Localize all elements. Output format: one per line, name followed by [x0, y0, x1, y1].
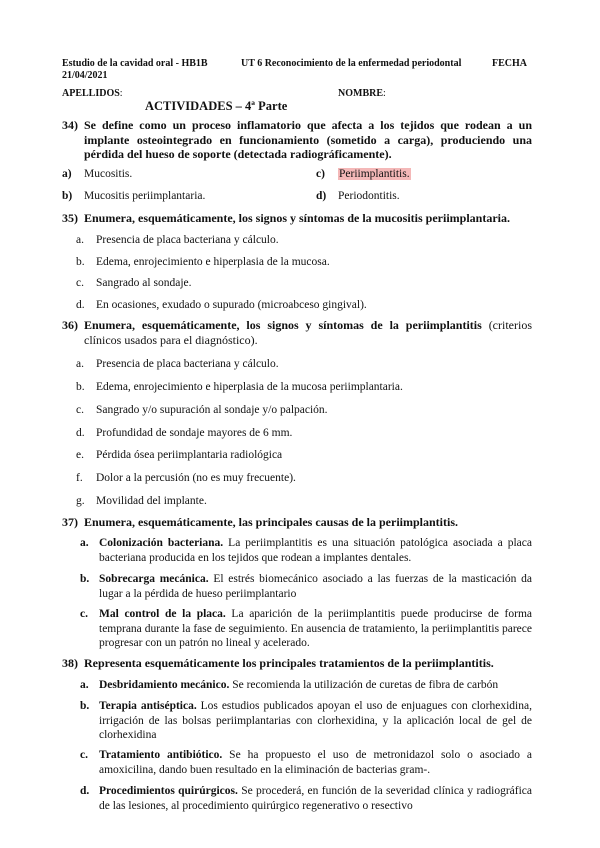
item-marker: b. — [80, 700, 90, 712]
option-a — [62, 168, 132, 180]
item-text: En ocasiones, exudado o supurado (microabceso gingival). — [96, 299, 367, 311]
question-text — [62, 118, 532, 162]
question-text-rest: osteointegrado en funcionamiento (sometido a carga), produciendo una pérdida del hueso de soporte (detectada radiográficamente). — [84, 132, 532, 161]
question-number: 35) — [62, 211, 78, 225]
item-text — [80, 536, 532, 565]
question-text-bold: Enumera, esquemáticamente, los signos y síntomas de la periimplantitis — [84, 318, 482, 332]
surname-field — [62, 88, 123, 99]
question-text — [62, 318, 532, 347]
item-marker: a. — [80, 679, 89, 691]
item-description: Se procederá, en función de la severidad clínica y radiográfica de las lesiones, al procedimiento quirúrgico regenerativo o resectivo — [99, 785, 532, 812]
item-marker: a. — [80, 537, 89, 549]
option-letter: a) — [62, 168, 72, 180]
question-text-line1: Se define como un proceso inflamatorio que afecta a los tejidos que rodean a un implante — [84, 118, 532, 147]
date-value: 21/04/2021 — [62, 70, 108, 81]
item-marker: e. — [76, 449, 84, 461]
option-text: Periodontitis. — [338, 190, 400, 202]
item-description: Los estudios publicados apoyan el uso de enjuagues con clorhexidina, irrigación de las bolsas periimplantarias con clorhexidina, y la aplicación local de gel de clorhexidina — [99, 700, 532, 741]
item-marker: a. — [76, 234, 84, 246]
item-text: Presencia de placa bacteriana y cálculo. — [96, 358, 279, 370]
item-label: Mal control de la placa. — [99, 608, 226, 620]
option-text: Mucositis periimplantaria. — [84, 190, 206, 202]
question-text: Enumera, esquemáticamente, los signos y síntomas de la mucositis periimplantaria. — [84, 211, 510, 225]
item-text: Presencia de placa bacteriana y cálculo. — [96, 234, 279, 246]
cause-item — [80, 607, 532, 651]
item-text: Sangrado al sondaje. — [96, 277, 192, 289]
cause-item — [80, 536, 532, 565]
question-number: 36) — [62, 318, 78, 332]
item-label: Colonización bacteriana. — [99, 537, 224, 549]
item-marker: d. — [76, 427, 85, 439]
treatment-item — [80, 699, 532, 743]
item-marker: f. — [76, 472, 83, 484]
item-marker: c. — [76, 277, 84, 289]
item-text: Dolor a la percusión (no es muy frecuente). — [96, 472, 296, 484]
item-description: Se recomienda la utilización de curetas de fibra de carbón — [229, 679, 499, 691]
item-marker: a. — [76, 358, 84, 370]
item-text: Edema, enrojecimiento e hiperplasia de la mucosa periimplantaria. — [96, 381, 403, 393]
question-38 — [62, 656, 532, 671]
option-d — [316, 190, 400, 202]
question-number: 34) — [62, 118, 78, 132]
question-37 — [62, 515, 532, 530]
item-label: Tratamiento antibiótico. — [99, 749, 223, 761]
treatment-item — [80, 784, 532, 813]
item-description: El estrés biomecánico asociado a las fuerzas de la masticación da lugar a la pérdida de hueso periimplantario — [99, 573, 532, 600]
treatment-item — [80, 678, 532, 693]
question-number: 38) — [62, 656, 78, 670]
item-text — [80, 607, 532, 651]
item-marker: c. — [80, 749, 88, 761]
cause-item — [80, 572, 532, 601]
item-label: Terapia antiséptica. — [99, 700, 197, 712]
item-marker: c. — [76, 404, 84, 416]
surname-colon: : — [119, 88, 123, 99]
item-text: Edema, enrojecimiento e hiperplasia de la mucosa. — [96, 256, 330, 268]
item-marker: b. — [76, 381, 85, 393]
item-text: Profundidad de sondaje mayores de 6 mm. — [96, 427, 293, 439]
item-marker: b. — [76, 256, 85, 268]
option-text: Mucositis. — [84, 168, 133, 180]
item-marker: d. — [76, 299, 85, 311]
question-text: Enumera, esquemáticamente, las principales causas de la periimplantitis. — [84, 515, 458, 529]
page-title: ACTIVIDADES – 4ª Parte — [145, 99, 288, 113]
option-letter: b) — [62, 190, 73, 202]
item-label: Desbridamiento mecánico. — [99, 679, 230, 691]
item-text — [80, 699, 532, 743]
question-36 — [62, 318, 532, 347]
item-description: Se ha propuesto el uso de metronidazol solo o asociado a amoxicilina, dando buen resultado en la eliminación de bacterias gram-. — [99, 749, 532, 776]
question-text: Representa esquemáticamente los principales tratamientos de la periimplantitis. — [84, 656, 494, 670]
item-marker: d. — [80, 785, 90, 797]
item-text: Movilidad del implante. — [96, 495, 207, 507]
item-marker: b. — [80, 573, 90, 585]
item-description: La aparición de la periimplantitis puede producirse de forma temprana durante la fase de seguimiento. En ausencia de tratamiento, la periimplantitis parece progresar con un patrón no lineal y acelerado. — [99, 608, 532, 649]
date-label: FECHA — [492, 58, 527, 69]
surname-label: APELLIDOS — [62, 88, 120, 99]
item-text — [80, 748, 532, 777]
item-text — [80, 572, 532, 601]
course-name: Estudio de la cavidad oral - HB1B — [62, 58, 208, 69]
unit-title: UT 6 Reconocimiento de la enfermedad periodontal — [241, 58, 462, 69]
option-letter: c) — [316, 168, 325, 180]
item-label: Sobrecarga mecánica. — [99, 573, 209, 585]
name-field — [338, 88, 386, 99]
option-c — [316, 168, 411, 180]
name-colon: : — [383, 88, 386, 99]
option-letter: d) — [316, 190, 327, 202]
option-b — [62, 190, 205, 202]
item-text — [80, 678, 532, 693]
question-text-normal: (criterios clínicos usados para el diagnóstico). — [84, 318, 532, 347]
item-marker: c. — [80, 608, 88, 620]
item-marker: g. — [76, 495, 85, 507]
item-label: Procedimientos quirúrgicos. — [99, 785, 238, 797]
treatment-item — [80, 748, 532, 777]
option-text-highlighted: Periimplantitis. — [339, 168, 410, 180]
item-text: Sangrado y/o supuración al sondaje y/o palpación. — [96, 404, 328, 416]
item-text: Pérdida ósea periimplantaria radiológica — [96, 449, 283, 461]
question-number: 37) — [62, 515, 78, 529]
question-35 — [62, 211, 532, 226]
item-description: La periimplantitis es una situación patológica asociada a placa bacteriana producida en los tejidos que rodean a implantes dentales. — [99, 537, 532, 564]
question-34 — [62, 118, 532, 162]
name-label: NOMBRE — [338, 88, 383, 99]
item-text — [80, 784, 532, 813]
